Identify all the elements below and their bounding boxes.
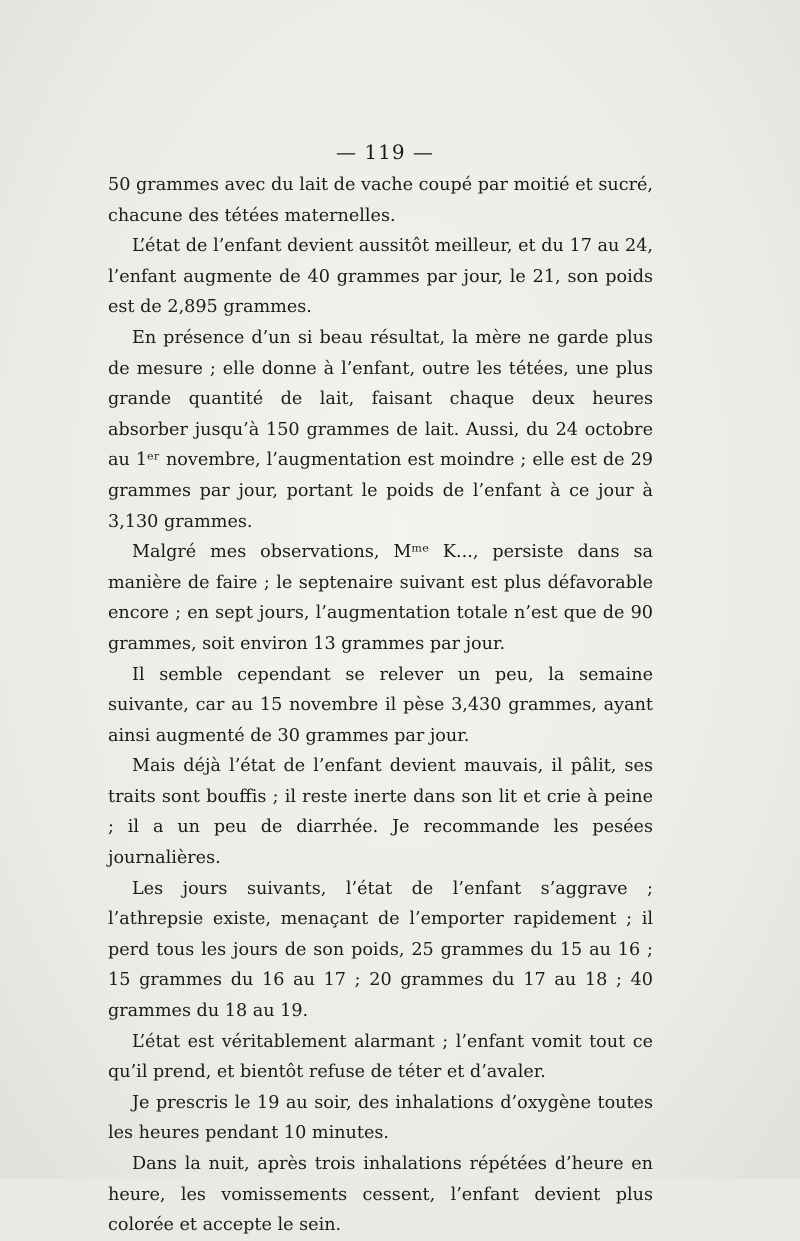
paragraph-10: Dans la nuit, après trois inhalations répétées d’heure en heure, les vomissements cessent, l’enfant devient plus colorée et accepte le sein.	[108, 1154, 653, 1236]
paragraph-8: L’état est véritablement alarmant ; l’enfant vomit tout ce qu’il prend, et bientôt refuse de téter et d’avaler.	[108, 1031, 653, 1083]
paragraph-2: L’état de l’enfant devient aussitôt meilleur, et du 17 au 24, l’enfant augmente de 40 grammes par jour, le 21, son poids est de 2,895 grammes.	[108, 236, 653, 318]
paragraph-3: En présence d’un si beau résultat, la mère ne garde plus de mesure ; elle donne à l’enfant, outre les tétées, une plus grande quantité de lait, faisant chaque deux heures absorber jusqu’à 150 grammes de lait. Aussi, du 24 octobre au 1ᵉʳ novembre, l’augmentation est moindre ; elle est de 29 grammes par jour, portant le poids de l’enfant à ce jour à 3,130 grammes.	[108, 327, 653, 532]
paragraph-5: Il semble cependant se relever un peu, la semaine suivante, car au 15 novembre il pèse 3,430 grammes, ayant ainsi augmenté de 30 grammes par jour.	[108, 664, 653, 746]
paragraph-4: Malgré mes observations, Mᵐᵉ K..., persiste dans sa manière de faire ; le septenaire suivant est plus défavorable encore ; en sept jours, l’augmentation totale n’est que de 90 grammes, soit environ 13 grammes par jour.	[108, 542, 653, 654]
paragraph-6: Mais déjà l’état de l’enfant devient mauvais, il pâlit, ses traits sont bouffis ; il reste inerte dans son lit et crie à peine ; il a un peu de diarrhée. Je recommande les pesées journalières.	[108, 756, 653, 869]
paragraph-1: 50 grammes avec du lait de vache coupé par moitié et sucré, chacune des tétées maternelles.	[108, 175, 653, 226]
paragraph-9: Je prescris le 19 au soir, des inhalations d’oxygène toutes les heures pendant 10 minutes.	[108, 1092, 653, 1144]
body-text	[108, 170, 653, 1241]
page-number: — 119 —	[336, 140, 434, 164]
paragraph-7: Les jours suivants, l’état de l’enfant s’aggrave ; l’athrepsie existe, menaçant de l’emporter rapidement ; il perd tous les jours de son poids, 25 grammes du 15 au 16 ; 15 grammes du 16 au 17 ; 20 grammes du 17 au 18 ; 40 grammes du 18 au 19.	[108, 878, 653, 1022]
